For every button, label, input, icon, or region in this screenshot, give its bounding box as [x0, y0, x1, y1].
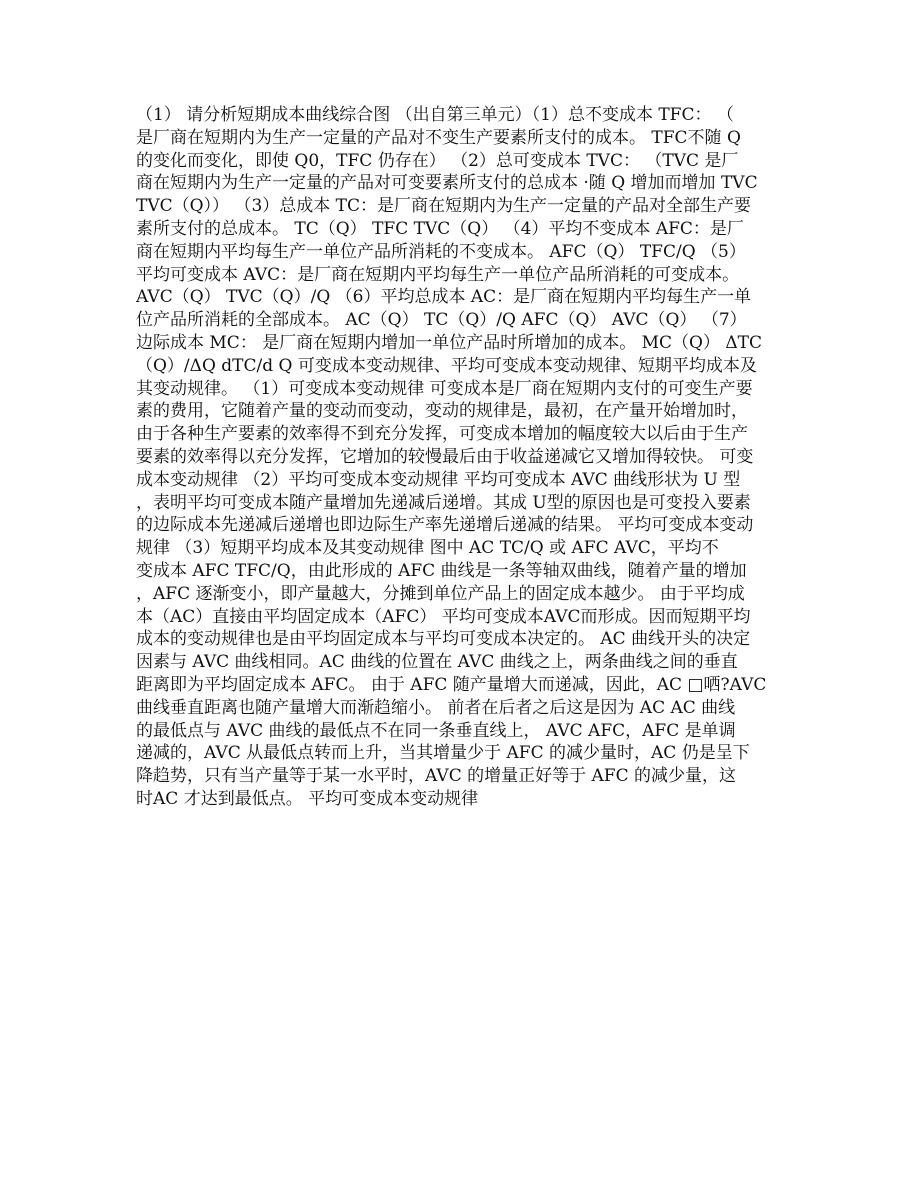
text-line: TVC（Q）） （3）总成本 TC：是厂商在短期内为生产一定量的产品对全部生产要	[136, 196, 752, 217]
text-line: 降趋势，只有当产量等于某一水平时，AVC 的增量正好等于 AFC 的减少量，这	[136, 766, 737, 787]
text-line: 要素的效率得以充分发挥，它增加的较慢最后由于收益递减它又增加得较快。 可变	[136, 446, 754, 467]
text-line: 由于各种生产要素的效率得不到充分发挥，可变成本增加的幅度较大以后由于生产	[136, 424, 748, 445]
text-line: ，AFC 逐渐变小，即产量越大，分摊到单位产品上的固定成本越少。 由于平均成	[136, 583, 745, 604]
text-line: AVC（Q） TVC（Q）/Q （6）平均总成本 AC：是厂商在短期内平均每生产一单	[136, 287, 752, 308]
text-line: 曲线垂直距离也随产量增大而渐趋缩小。 前者在后者之后这是因为 AC AC 曲线	[136, 697, 736, 718]
text-line: 距离即为平均固定成本 AFC。 由于 AFC 随产量增大而递减，因此，AC □哂?AVC	[136, 674, 767, 695]
text-line: 平均可变成本 AVC：是厂商在短期内平均每生产一单位产品所消耗的可变成本。	[136, 264, 740, 285]
text-line: 时AC 才达到最低点。 平均可变成本变动规律	[136, 788, 479, 809]
text-line: （1） 请分析短期成本曲线综合图 （出自第三单元）（1）总不变成本 TFC： （	[136, 105, 734, 125]
text-line: 是厂商在短期内为生产一定量的产品对不变生产要素所支付的成本。 TFC不随 Q	[136, 127, 741, 148]
text-line: 本（AC）直接由平均固定成本（AFC） 平均可变成本AVC而形成。因而短期平均	[136, 606, 751, 627]
text-line: 的最低点与 AVC 曲线的最低点不在同一条垂直线上， AVC AFC，AFC 是单调	[136, 720, 736, 741]
text-line: 边际成本 MC： 是厂商在短期内增加一单位产品时所增加的成本。 MC（Q） ΔTC	[136, 332, 763, 353]
text-line: 商在短期内平均每生产一单位产品所消耗的不变成本。 AFC（Q） TFC/Q （5）	[136, 241, 746, 262]
text-line: 的变化而变化，即使 Q0，TFC 仍存在） （2）总可变成本 TVC： （TVC 是厂	[136, 150, 739, 171]
text-line: 的边际成本先递减后递增也即边际生产率先递增后递减的结果。 平均可变成本变动	[136, 515, 754, 536]
text-line: 商在短期内为生产一定量的产品对可变要素所支付的总成本 ·随 Q 增加而增加 TVC	[136, 173, 758, 194]
text-line: 因素与 AVC 曲线相同。AC 曲线的位置在 AVC 曲线之上，两条曲线之间的垂直	[136, 652, 738, 673]
text-line: （Q）/ΔQ dTC/d Q 可变成本变动规律、平均可变成本变动规律、短期平均成本及	[136, 355, 757, 376]
text-line: 成本变动规律 （2）平均可变成本变动规律 平均可变成本 AVC 曲线形状为 U 型	[136, 469, 741, 490]
text-line: 素所支付的总成本。 TC（Q） TFC TVC（Q） （4）平均不变成本 AFC：是厂	[136, 218, 744, 239]
text-line: 其变动规律。 （1）可变成本变动规律 可变成本是厂商在短期内支付的可变生产要	[136, 378, 753, 399]
text-line: 位产品所消耗的全部成本。 AC（Q） TC（Q）/Q AFC（Q） AVC（Q） （7）	[136, 310, 747, 331]
text-line: 变成本 AFC TFC/Q，由此形成的 AFC 曲线是一条等轴双曲线，随着产量的增加	[136, 560, 747, 581]
text-line: 成本的变动规律也是由平均固定成本与平均可变成本决定的。 AC 曲线开头的决定	[136, 629, 751, 650]
text-line: 素的费用，它随着产量的变动而变动，变动的规律是，最初，在产量开始增加时，	[136, 401, 748, 422]
text-line: ，表明平均可变成本随产量增加先递减后递增。其成 U型的原因也是可变投入要素	[136, 492, 751, 513]
text-line: 递减的，AVC 从最低点转而上升，当其增量少于 AFC 的减少量时，AC 仍是呈下	[136, 743, 750, 764]
text-line: 规律 （3）短期平均成本及其变动规律 图中 AC TC/Q 或 AFC AVC，平均不	[136, 538, 719, 559]
body-text	[136, 104, 800, 811]
